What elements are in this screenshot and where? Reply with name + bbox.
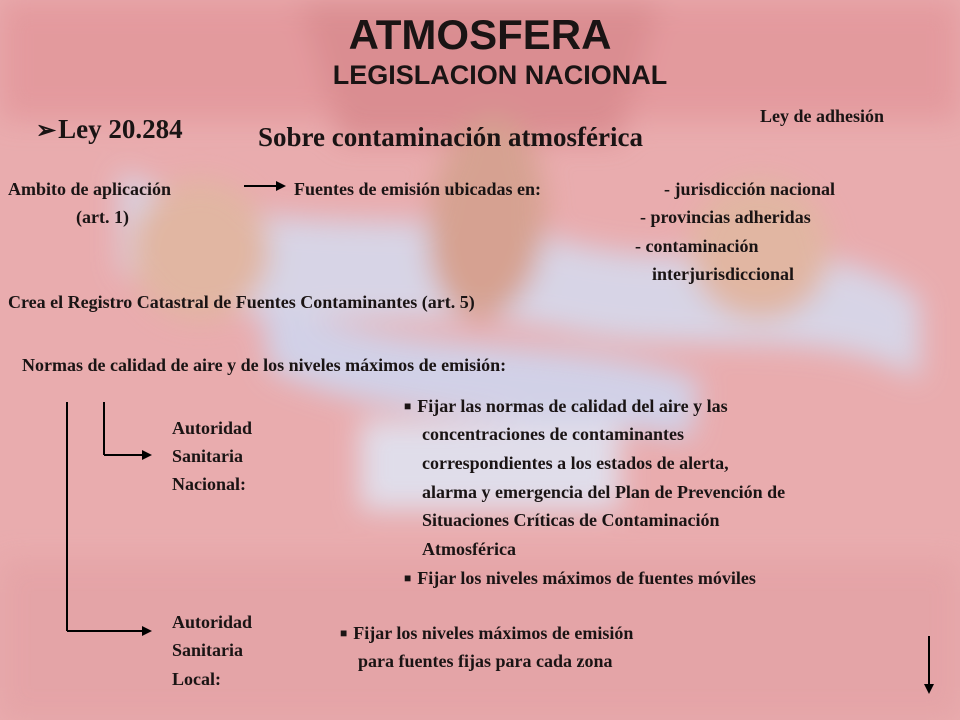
ambito-label: Ambito de aplicación	[8, 179, 172, 199]
ambito-item-interjurisdiccional: interjurisdiccional	[652, 264, 794, 284]
nacional-bullet-1-line-6: Atmosférica	[422, 539, 516, 559]
autoridad-local-line-2: Sanitaria	[172, 640, 244, 660]
nacional-bullet-2: ■ Fijar los niveles máximos de fuentes móviles	[404, 568, 756, 588]
fuentes-label: Fuentes de emisión ubicadas en:	[294, 179, 542, 199]
nacional-bullet-1-line-5: Situaciones Críticas de Contaminación	[422, 510, 720, 530]
bracket-inner	[104, 402, 150, 455]
nacional-bullet-1-line-3: correspondientes a los estados de alerta,	[422, 453, 729, 473]
nacional-bullet-1-line-1: ■ Fijar las normas de calidad del aire y las	[404, 396, 728, 416]
page-title: ATMOSFERA	[348, 11, 612, 58]
ambito-item-nacional: - jurisdicción nacional	[664, 179, 836, 199]
nacional-bullet-1-line-2: concentraciones de contaminantes	[422, 424, 684, 444]
ley-topic: Sobre contaminación atmosférica	[258, 122, 643, 152]
square-bullet-icon: ■	[404, 399, 412, 413]
ambito-article: (art. 1)	[76, 207, 129, 227]
nacional-bullet-1-line-4: alarma y emergencia del Plan de Prevención de	[422, 482, 786, 502]
autoridad-nacional-line-3: Nacional:	[172, 474, 246, 494]
ambito-item-contaminacion: - contaminación	[635, 236, 759, 256]
arrowhead-right-icon: ➢	[36, 118, 57, 144]
ley-label: Ley 20.284	[58, 114, 183, 144]
autoridad-local-line-3: Local:	[172, 669, 221, 689]
local-bullet-line-2: para fuentes fijas para cada zona	[358, 651, 613, 671]
square-bullet-icon: ■	[340, 626, 348, 640]
registro-text: Crea el Registro Catastral de Fuentes Contaminantes (art. 5)	[8, 292, 475, 312]
page-subtitle: LEGISLACION NACIONAL	[332, 60, 668, 90]
ambito-item-provincias: - provincias adheridas	[640, 207, 811, 227]
autoridad-local-line-1: Autoridad	[172, 612, 253, 632]
local-bullet-line-1: ■ Fijar los niveles máximos de emisión	[340, 623, 634, 643]
bracket-outer	[67, 402, 150, 631]
normas-heading: Normas de calidad de aire y de los niveles máximos de emisión:	[22, 355, 507, 375]
autoridad-nacional-line-2: Sanitaria	[172, 446, 244, 466]
adhesion-label: Ley de adhesión	[760, 106, 885, 126]
square-bullet-icon: ■	[404, 571, 412, 585]
autoridad-nacional-line-1: Autoridad	[172, 418, 253, 438]
